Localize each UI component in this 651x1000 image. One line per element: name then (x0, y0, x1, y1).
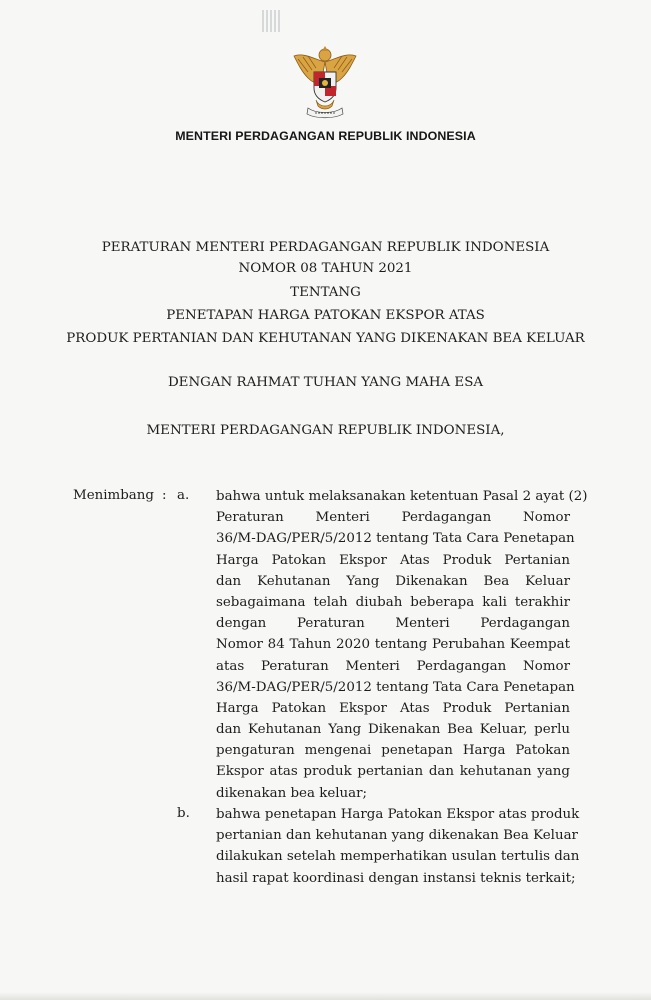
paragraph-line: Ekspor atas produk pertanian dan kehutanan yang (216, 764, 570, 780)
item-b-paragraph (216, 804, 580, 889)
scan-artifact (262, 10, 280, 32)
paragraph-line: 36/M-DAG/PER/5/2012 tentang Tata Cara Penetapan (216, 531, 575, 547)
garuda-emblem-icon (286, 42, 364, 122)
regulation-subject-line-2: PRODUK PERTANIAN DAN KEHUTANAN YANG DIKENAKAN BEA KELUAR (66, 331, 585, 346)
paragraph-line: Harga Patokan Ekspor Atas Produk Pertanian (216, 700, 570, 716)
item-a-paragraph (216, 486, 588, 804)
paragraph-line: dikenakan bea keluar; (216, 785, 368, 801)
paragraph-line: Peraturan Menteri Perdagangan Nomor (216, 510, 570, 526)
paragraph-line: dilakukan setelah memperhatikan usulan tertulis dan (216, 849, 580, 865)
paragraph-line: hasil rapat koordinasi dengan instansi teknis terkait; (216, 870, 576, 886)
paragraph-line: pengaturan mengenai penetapan Harga Patokan (216, 743, 570, 759)
paragraph-line: Harga Patokan Ekspor Atas Produk Pertanian (216, 552, 570, 568)
regulation-subject-line-1: PENETAPAN HARGA PATOKAN EKSPOR ATAS (166, 308, 485, 323)
blessing-line: DENGAN RAHMAT TUHAN YANG MAHA ESA (167, 375, 484, 390)
item-a-letter: a. (177, 488, 190, 503)
paragraph-line: atas Peraturan Menteri Perdagangan Nomor (216, 658, 570, 674)
ministry-title: MENTERI PERDAGANGAN REPUBLIK INDONESIA (175, 129, 476, 143)
paragraph-line: pertanian dan kehutanan yang dikenakan Bea Keluar (216, 828, 578, 844)
paragraph-line: 36/M-DAG/PER/5/2012 tentang Tata Cara Penetapan (216, 679, 575, 695)
regulation-about: TENTANG (290, 285, 361, 300)
considering-colon: : (162, 488, 167, 503)
paragraph-line: dan Kehutanan Yang Dikenakan Bea Keluar (216, 573, 570, 589)
issuer-line: MENTERI PERDAGANGAN REPUBLIK INDONESIA, (146, 423, 505, 438)
paragraph-line: dan Kehutanan Yang Dikenakan Bea Keluar, perlu (216, 722, 570, 738)
scan-bottom-edge (0, 992, 651, 1000)
item-b-letter: b. (177, 806, 190, 821)
regulation-number: NOMOR 08 TAHUN 2021 (238, 261, 413, 276)
regulation-title: PERATURAN MENTERI PERDAGANGAN REPUBLIK INDONESIA (101, 240, 550, 255)
paragraph-line: Nomor 84 Tahun 2020 tentang Perubahan Keempat (216, 637, 570, 653)
considering-label: Menimbang (73, 488, 154, 503)
paragraph-line: bahwa untuk melaksanakan ketentuan Pasal 2 ayat (2) (216, 489, 588, 504)
paragraph-line: dengan Peraturan Menteri Perdagangan (216, 616, 570, 632)
paragraph-line: bahwa penetapan Harga Patokan Ekspor atas produk (216, 807, 580, 822)
paragraph-line: sebagaimana telah diubah beberapa kali terakhir (216, 594, 570, 610)
